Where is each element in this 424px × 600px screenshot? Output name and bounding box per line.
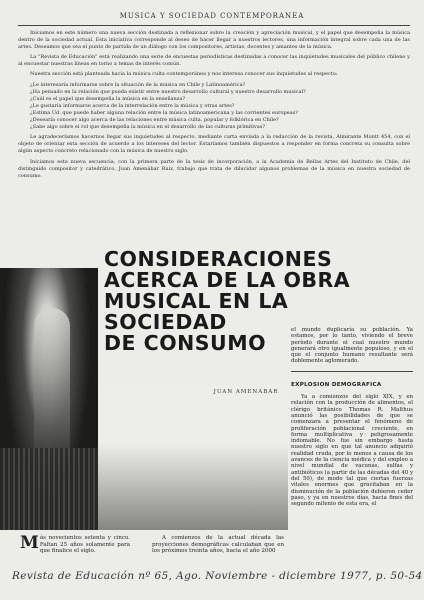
- question-item: ¿Estima Ud. que puede haber alguna relación entre la música latinoamericana y las corrientes europeas?: [30, 109, 298, 116]
- article-headline: [104, 247, 351, 355]
- photo-background: [98, 385, 288, 530]
- intro-paragraph-3: Nuestra sección está planteada hacia la música culta contemporánea y nos interesa conocer sus inquietudes al respecto:: [30, 71, 338, 78]
- drop-cap: M: [20, 533, 39, 553]
- question-item: ¿Ha pensado en la relación que pueda existir entre nuestro desarrollo cultural y nuestro desarrollo musical?: [30, 88, 306, 95]
- intro-paragraph-2: La "Revista de Educación" está realizando una serie de encuestas periodísticas destinadas a conocer las inquietudes musicales del público chileno y al encuestar nuestras líneas en torno a temas de interés común.: [18, 54, 410, 68]
- body-text: ás novecientos setenta y cinco. Faltan 25 años solamente para que finalice el siglo.: [39, 535, 130, 555]
- body-paragraph: A comienzos de la actual década las proyecciones demográficas calculaban que en los próximos treinta años, hacia el año 2000: [152, 535, 284, 555]
- headline-line: DE CONSUMO: [104, 331, 267, 355]
- section-subhead: EXPLOSION DEMOGRAFICA: [291, 381, 382, 388]
- headline-line: CONSIDERACIONES: [104, 247, 333, 271]
- intro-section: [18, 30, 410, 183]
- headline-line: SOCIEDAD: [104, 310, 227, 334]
- question-item: ¿Cuál es el papel que desempeña la música en la enseñanza?: [30, 95, 186, 102]
- body-column-middle: [152, 535, 284, 555]
- right-column: [291, 327, 413, 510]
- question-item: ¿Le gustaría informarse acerca de la interrelación entre la música y otras artes?: [30, 102, 235, 109]
- body-paragraph: [20, 535, 130, 555]
- performer-photo: [0, 268, 98, 530]
- intro-paragraph-5: Iniciamos esta nueva secuencia, con la primera parte de la tesis de incorporación, a la Academia de Bellas Artes del Instituto de Chile, del distinguido compositor y catedrático, Juan Amenábar Ruiz, trabajo que trata de dilucidar algunos problemas de la música en nuestra sociedad de consumo.: [18, 158, 410, 179]
- section-rule: [291, 371, 413, 372]
- question-item: ¿Sabe algo sobre el rol que desempeña la música en el desarrollo de las culturas primitivas?: [30, 124, 265, 131]
- headline-line: MUSICAL EN LA: [104, 289, 289, 313]
- right-column-paragraph: el mundo duplicaría su población. Ya estamos, por lo tanto, viviendo el breve período durante el cual nuestro mundo generará otro igualmente populoso, y en el que el conjunto humano resultante será doblemente aglomerado.: [291, 327, 413, 365]
- question-item: ¿Le interesaría informarse sobre la situación de la música en Chile y Latinoamérica?: [30, 81, 246, 88]
- instrument-shadow: [0, 448, 98, 530]
- handwritten-citation: Revista de Educación nº 65, Ago. Noviembre - diciembre 1977, p. 50-54: [12, 570, 423, 582]
- question-list: [18, 82, 410, 132]
- intro-paragraph-4: Le agradeceríamos hacernos llegar sus inquietudes al respecto, mediante carta enviada a la redacción de la revista, Almirante Montt 454, con el objeto de orientar esta sección de acuerdo a los intereses del lector. Estaríamos también dispuestos a responder en forma concreta su consulta sobre algún aspecto concreto relacionado con la música de nuestro siglo.: [18, 134, 410, 155]
- running-head: MUSICA Y SOCIEDAD CONTEMPORANEA: [119, 12, 305, 20]
- headline-line: ACERCA DE LA OBRA: [104, 268, 351, 292]
- right-column-paragraph: Ya a comienzos del siglo XIX, y en relación con la producción de alimentos, el clérigo británico Thomas R. Malthus anunció las posibilidades de que se comenzara a presentar el fenómeno de proliferación poblacional creciente, en forma multiplicativa y peligrosamente indomable. No fue sin embargo hasta nuestro siglo en que tal anuncio adquirió realidad cruda, por lo menos a causa de los avances de la ciencia médica y del empleo a nivel mundial de vacunas, sulfas y antibióticos (a partir de las décadas del 40 y del 50), de modo tal que ciertas fuerzas vitales enormes que gravitaban en la disminución de la población debieron ceder paso, y ya en nuestros días, hacia fines del segundo milenio de esta era, el: [291, 394, 413, 508]
- header-rule: [18, 25, 410, 26]
- intro-paragraph-1: Iniciamos en este número una nueva sección destinada a reflexionar sobre la creación y apreciación musical, y el papel que desempeña la música dentro de la sociedad actual. Esta iniciativa corresponde al deseo de hacer llegar a nuestros lectores, una información integral sobre cada una de las artes. Deseamos que sea el punto de partida de un diálogo con los compositores, artistas, docentes y amantes de la música.: [18, 30, 410, 51]
- body-column-left: [20, 535, 130, 555]
- author-byline: JUAN AMENABAR: [213, 389, 279, 395]
- question-item: ¿Desearía conocer algo acerca de las relaciones entre música culta, popular y folklórica en Chile?: [30, 117, 279, 124]
- performer-figure: [34, 308, 70, 458]
